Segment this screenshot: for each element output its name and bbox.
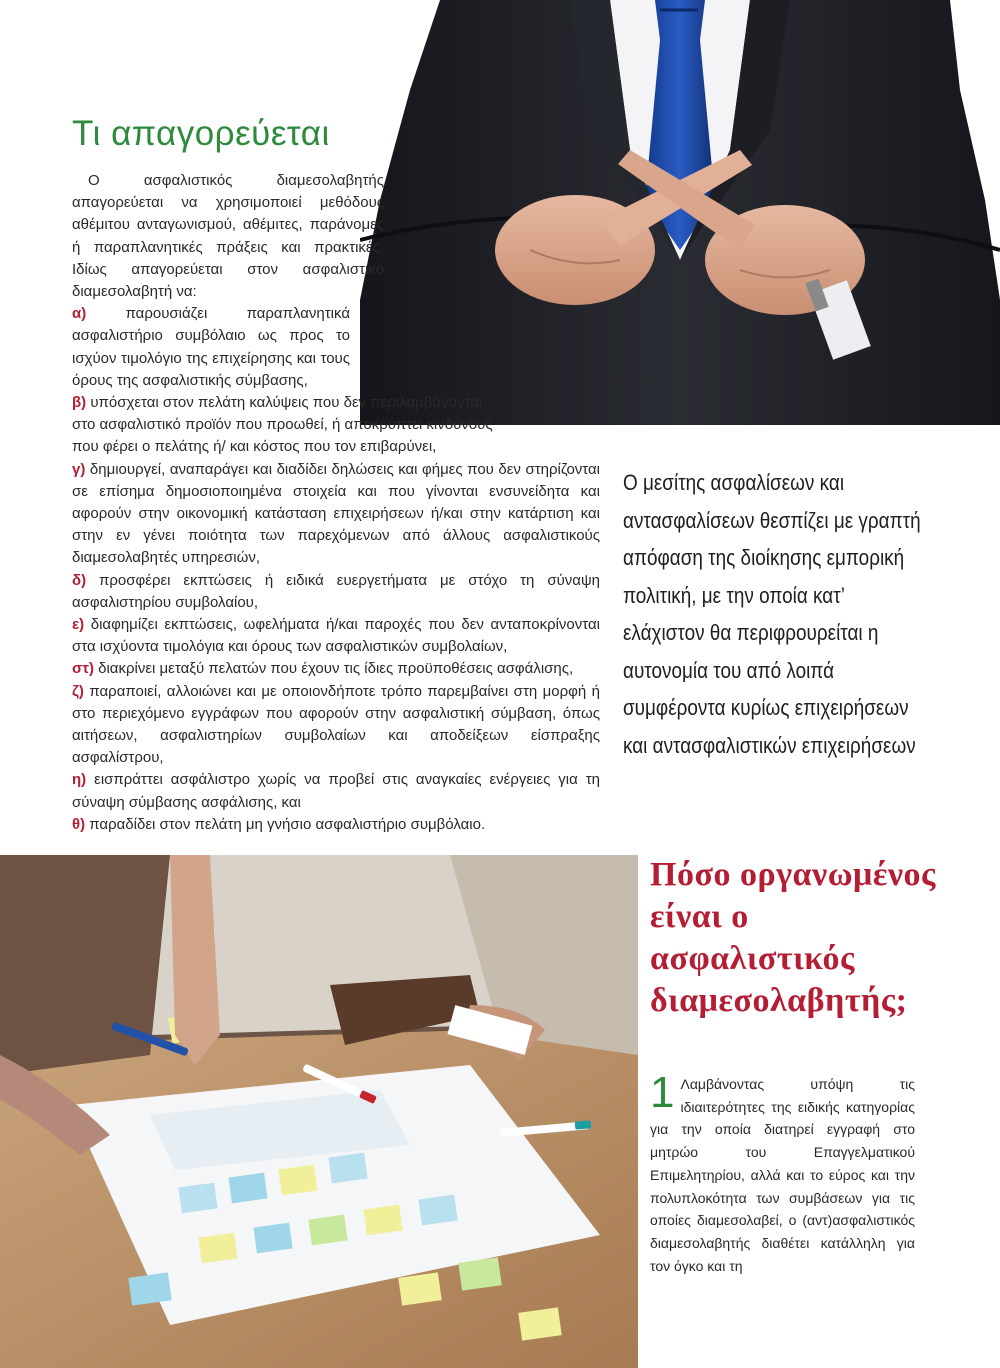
item-text: παρουσιάζει παραπλανητικά ασφαλιστήριο συμβόλαιο ως προς το ισχύον τιμολόγιο της επιχείρησης και τους όρους της ασφαλιστικής σύμβασης,	[72, 305, 350, 389]
item-letter: β)	[72, 394, 87, 412]
numbered-paragraph	[650, 1068, 915, 1277]
item-letter: ζ)	[72, 682, 84, 700]
item-letter: θ)	[72, 815, 86, 833]
list-item	[72, 303, 350, 392]
paragraph-number: 1	[650, 1068, 675, 1117]
item-letter: γ)	[72, 460, 86, 478]
list-item	[72, 769, 600, 813]
section-heading: Πόσο οργανωμένος είναι ο ασφαλιστικός διαμεσολαβητής;	[650, 856, 936, 1019]
item-text: διαφημίζει εκπτώσεις, ωφελήματα ή/και παροχές που δεν ανταποκρίνονται στα ισχύοντα τιμολόγια και όρους των ασφαλιστικών συμβολαίων,	[72, 616, 600, 656]
item-letter: ε)	[72, 616, 85, 634]
item-text: δημιουργεί, αναπαράγει και διαδίδει δηλώσεις και φήμες που δεν στηρίζονται σε επίσημα δημοσιοποιημένα στοιχεία και που γίνονται ενσυνείδητα και αφορούν στην οικονομική κατάσταση επιχειρήσεων ή/και στην κατάρτιση και στην εν γένει ποιότητα των παρεχόμενων από άλλους ασφαλιστικούς διαμεσολαβητές υπηρεσιών,	[72, 460, 601, 567]
item-letter: α)	[72, 305, 87, 323]
article-body	[72, 170, 600, 836]
item-text: διακρίνει μεταξύ πελατών που έχουν τις ίδιες προϋποθέσεις ασφάλισης,	[98, 660, 574, 678]
item-letter: δ)	[72, 571, 87, 589]
list-item	[72, 570, 600, 614]
item-text: παραποιεί, αλλοιώνει και με οποιονδήποτε τρόπο παρεμβαίνει στη μορφή ή στο περιεχόμενο εγγράφων που αφορούν στην ασφαλιστική σύμβαση, όπως αιτήσεων, ασφαλιστηρίων συμβολαίων και αποδείξεων είσπραξης ασφαλίστρου,	[72, 682, 601, 767]
list-item	[72, 681, 600, 770]
list-item	[72, 614, 600, 658]
item-text: παραδίδει στον πελάτη μη γνήσιο ασφαλιστήριο συμβόλαιο.	[89, 815, 486, 833]
item-text: εισπράττει ασφάλιστρο χωρίς να προβεί στις αναγκαίες ενέργειες για τη σύναψη σύμβασης ασφάλισης, και	[72, 771, 600, 811]
paragraph-text: Λαμβάνοντας υπόψη τις ιδιαιτερότητες της ειδικής κατηγορίας για την οποία διατηρεί εγγραφή στο μητρώο του Επαγγελματικού Επιμελητηρίου, αλλά και το εύρος και την πολυπλοκότητα των συμβάσεων για τις οποίες διαμεσολαβεί, ο (αντ)ασφαλιστικός διαμεσολαβητής διαθέτει κατάλληλη για τον όγκο και τη	[650, 1076, 915, 1274]
list-item	[72, 658, 600, 680]
item-letter: η)	[72, 771, 87, 789]
pull-quote: Ο μεσίτης ασφαλίσεων και αντασφαλίσεων θεσπίζει με γραπτή απόφαση της διοίκησης εμπορική πολιτική, με την οποία κατ’ ελάχιστον θα περιφρουρείται η αυτονομία του από λοιπά συμφέροντα κυρίως επιχειρήσεων και αντασφαλιστικών επιχειρήσεων	[623, 470, 921, 758]
list-item	[72, 459, 600, 570]
item-text: προσφέρει εκπτώσεις ή ειδικά ευεργετήματα με στόχο τη σύναψη ασφαλιστηρίου συμβολαίου,	[72, 571, 600, 611]
section-title: Τι απαγορεύεται	[72, 114, 330, 153]
item-text: υπόσχεται στον πελάτη καλύψεις που δεν περιλαμβάνονται στο ασφαλιστικό προϊόν που προωθεί, ή αποκρύπτει κινδύνους που φέρει ο πελάτης ή/ και κόστος που τον επιβαρύνει,	[72, 394, 493, 456]
team-planning-photo	[0, 855, 638, 1368]
intro-paragraph: Ο ασφαλιστικός διαμεσολαβητής απαγορεύεται να χρησιμοποιεί μεθόδους αθέμιτου ανταγωνισμού, αθέμιτες, παράνομες ή παραπλανητικές πράξεις και πρακτικές. Ιδίως απαγορεύεται στον ασφαλιστικό διαμεσολαβητή να:	[72, 172, 384, 301]
list-item	[72, 392, 502, 459]
list-item	[72, 814, 600, 836]
item-letter: στ)	[72, 660, 94, 678]
